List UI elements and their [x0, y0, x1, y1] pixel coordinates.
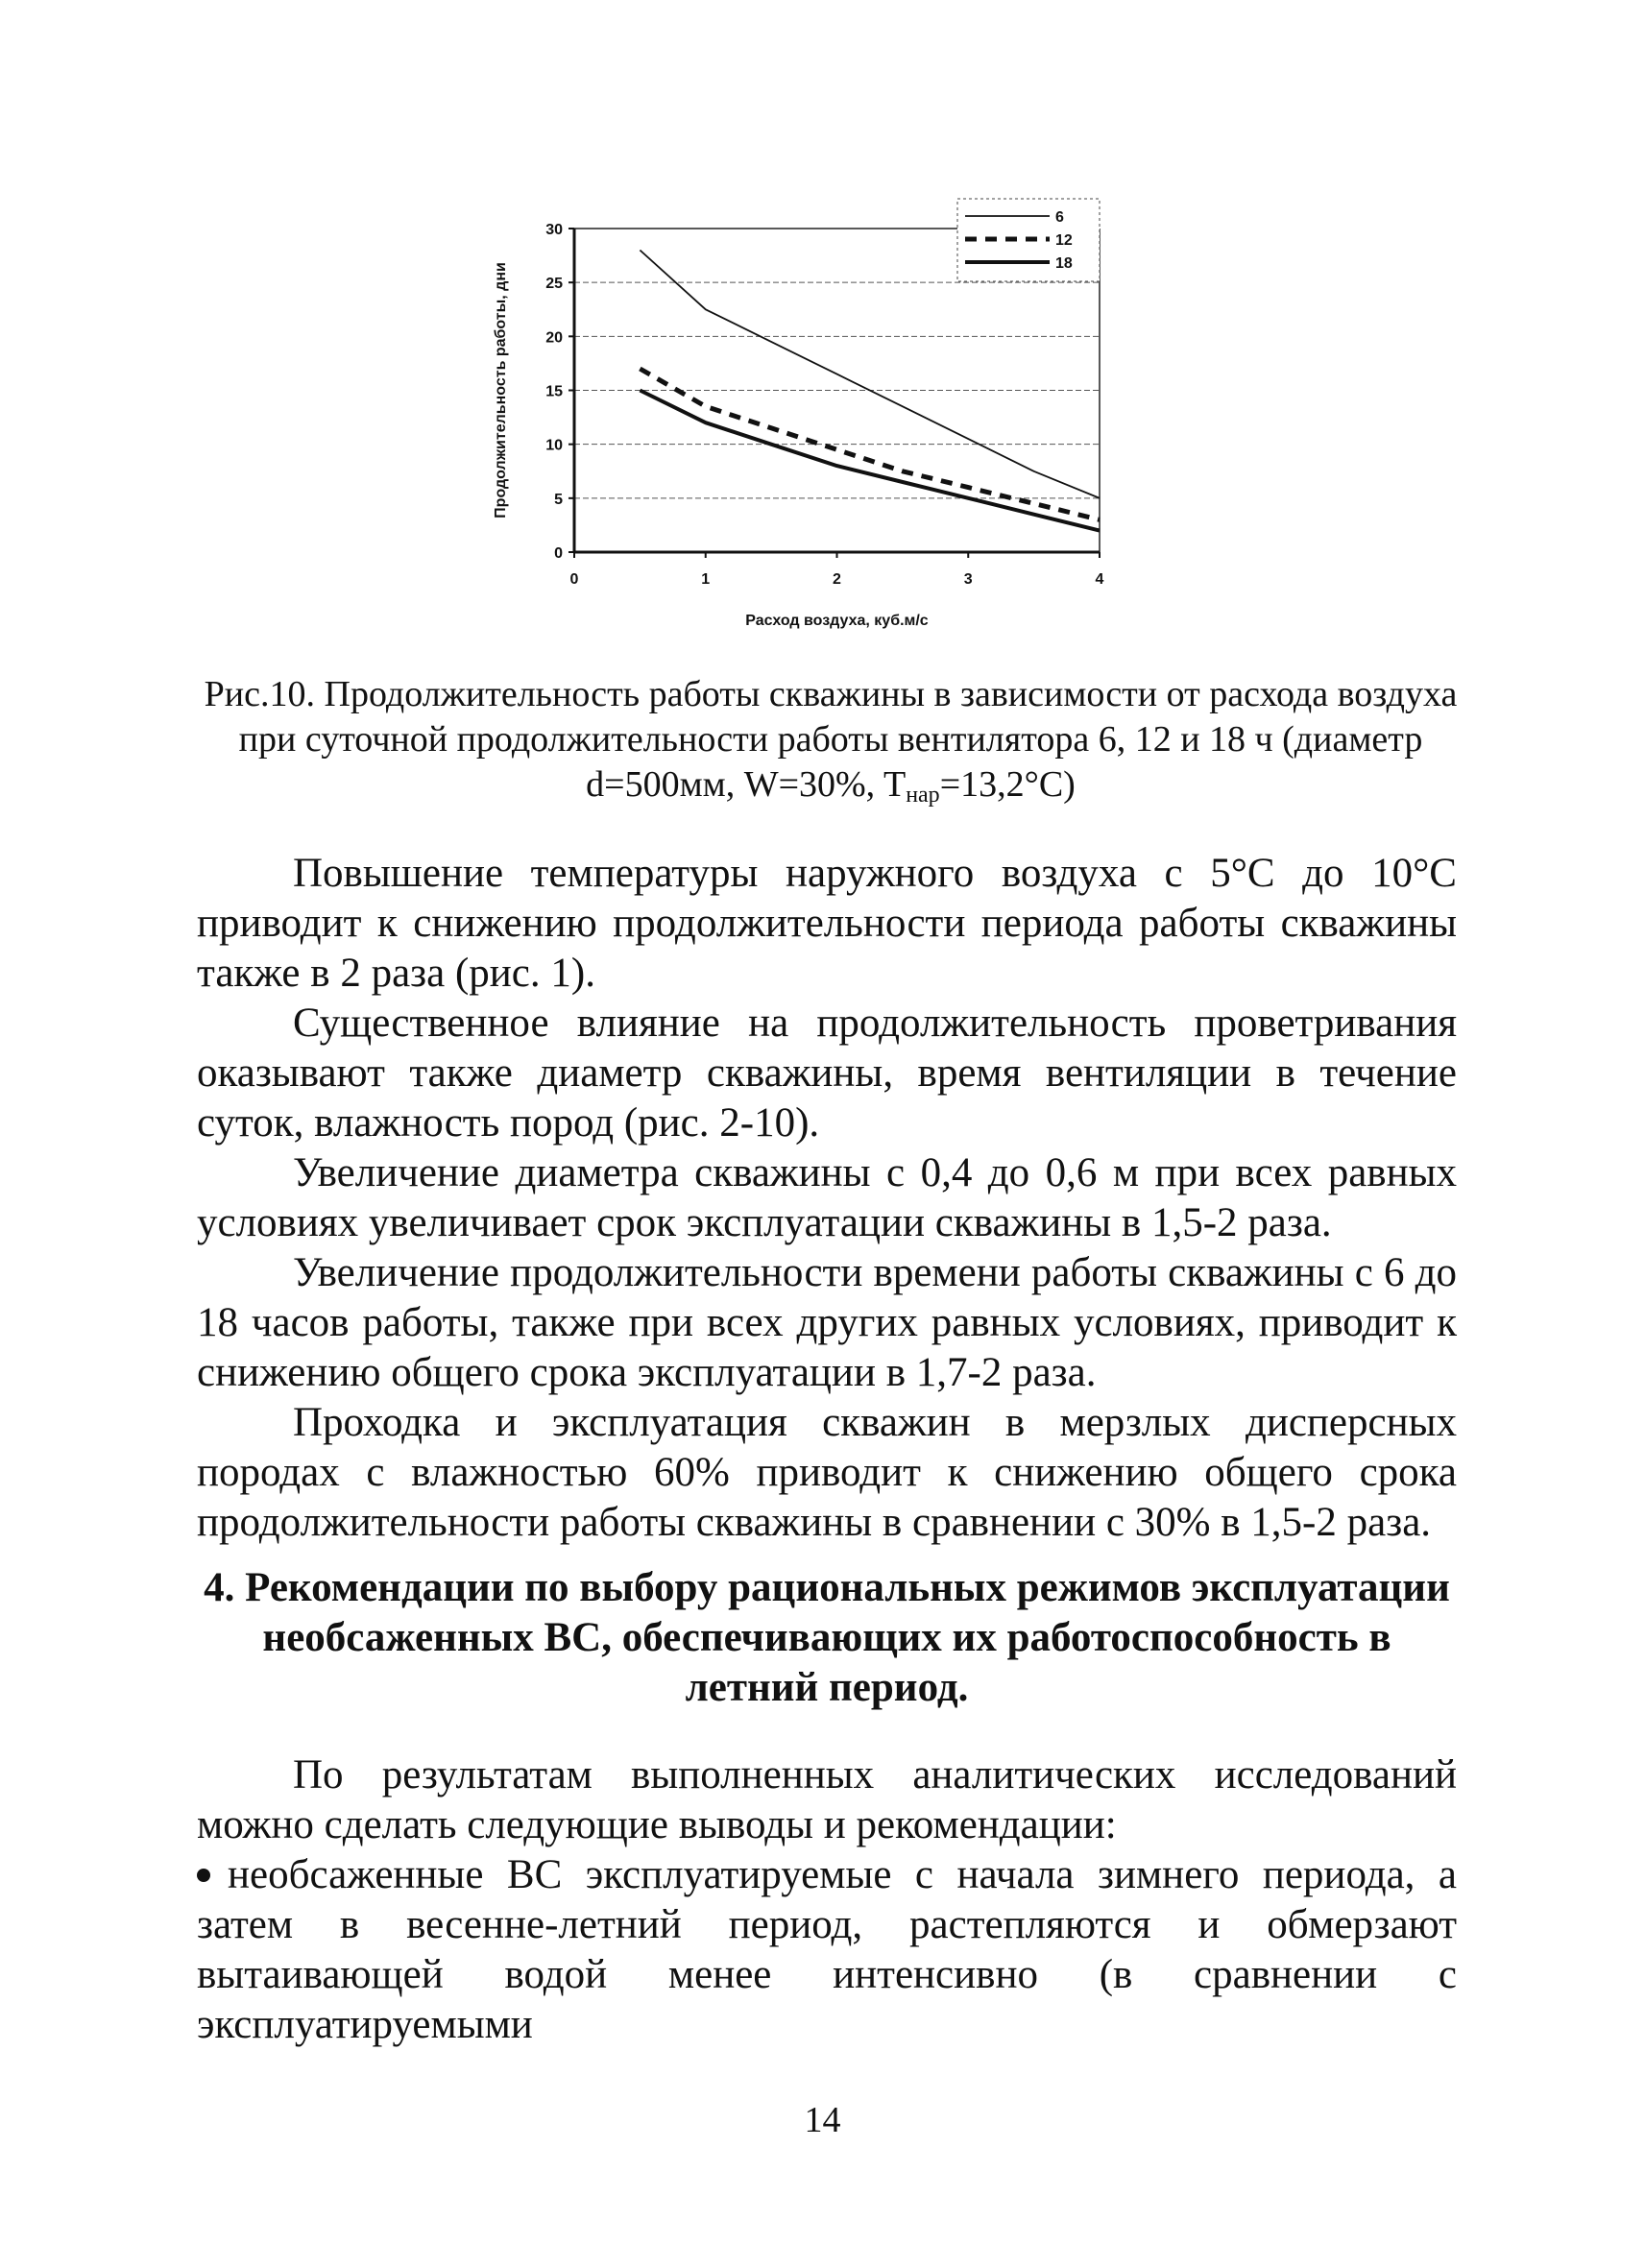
x-tick-label: 2 [833, 571, 841, 588]
paragraph: Повышение температуры наружного воздуха с 5°С до 10°С приводит к снижению продолжительности периода работы скважины также в 2 раза (рис. 1). [197, 851, 1457, 996]
x-tick-label: 0 [569, 571, 579, 588]
bullet-item [197, 1850, 1457, 2050]
y-tick-label: 5 [554, 491, 563, 508]
paragraph: Увеличение продолжительности времени работы скважины с 6 до 18 часов работы, также при всех других равных условиях, приводит к снижению общего срока эксплуатации в 1,7-2 раза. [197, 1250, 1457, 1395]
legend-label: 6 [1055, 209, 1064, 226]
y-tick-label: 25 [545, 276, 563, 293]
x-axis-label: Расход воздуха, куб.м/с [745, 613, 929, 629]
figure-caption [197, 672, 1464, 808]
y-axis-label: Продолжительность работы, дни [493, 262, 509, 519]
caption-main: Рис.10. Продолжительность работы скважины в зависимости от расхода воздуха при суточной продолжительности работы вентилятора 6, 12 и 18 ч (диаметр d=500мм, W=30%, T [204, 674, 1458, 805]
legend-label: 12 [1055, 232, 1073, 249]
x-tick-label: 4 [1095, 571, 1104, 588]
caption-tail: =13,2°C) [939, 764, 1076, 805]
y-tick-label: 20 [545, 329, 563, 347]
paragraph: Существенное влияние на продолжительность проветривания оказывают также диаметр скважины, время вентиляции в течение суток, влажность пород (рис. 2-10). [197, 1001, 1457, 1146]
y-tick-label: 15 [545, 383, 563, 400]
paragraph: Проходка и эксплуатация скважин в мерзлых дисперсных породах с влажностью 60% приводит к снижению общего срока продолжительности работы скважины в сравнении с 30% в 1,5-2 раза. [197, 1400, 1457, 1545]
legend-label: 18 [1055, 255, 1073, 272]
paragraph: Увеличение диаметра скважины с 0,4 до 0,6 м при всех равных условиях увеличивает срок эксплуатации скважины в 1,5-2 раза. [197, 1150, 1457, 1245]
y-tick-label: 30 [545, 222, 563, 238]
section-heading: 4. Рекомендации по выбору рациональных режимов эксплуатации необсаженных ВС, обеспечивающих их работоспособность в летний период. [204, 1565, 1450, 1710]
caption-subscript: нар [906, 783, 940, 808]
x-tick-label: 3 [963, 571, 973, 588]
conclusions-block [197, 1750, 1457, 2050]
bullet-text: необсаженные ВС эксплуатируемые с начала зимнего периода, а затем в весенне-летний период, растепляются и обмерзают вытаивающей водой менее интенсивно (в сравнении с эксплуатируемыми [197, 1852, 1457, 2047]
y-tick-label: 10 [545, 437, 563, 454]
intro-paragraph: По результатам выполненных аналитических исследований можно сделать следующие выводы и рекомендации: [197, 1752, 1457, 1847]
bullet-icon [197, 1869, 210, 1882]
body-paragraphs [197, 849, 1457, 1548]
x-tick-label: 1 [701, 571, 711, 588]
page-number: 14 [804, 2100, 841, 2140]
line-chart [480, 197, 1152, 648]
y-tick-label: 0 [554, 545, 563, 562]
